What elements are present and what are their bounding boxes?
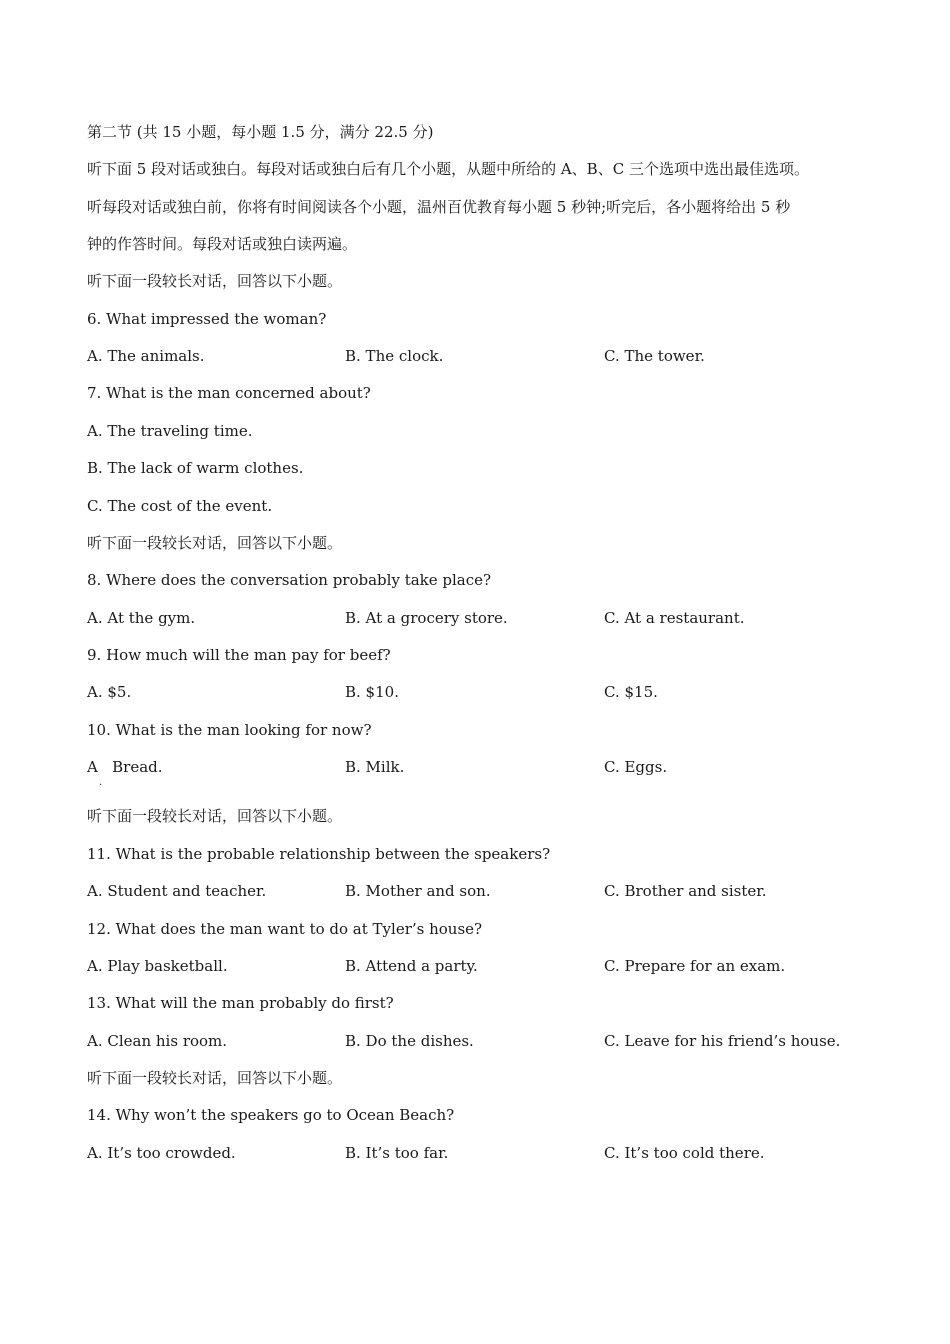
question-13-stem: 13. What will the man probably do first?	[87, 994, 394, 1012]
question-6-stem: 6. What impressed the woman?	[87, 310, 327, 328]
dialogue-prompt: 听下面一段较长对话，回答以下小题。	[87, 272, 343, 290]
question-8-option-b: B. At a grocery store.	[345, 609, 508, 627]
question-12-option-b: B. Attend a party.	[345, 957, 478, 975]
question-11-option-c: C. Brother and sister.	[604, 882, 767, 900]
instructions-line-3: 钟的作答时间。每段对话或独白读两遍。	[87, 235, 358, 253]
question-10-option-a: A Bread.	[87, 758, 163, 776]
question-14-option-a: A. It’s too crowded.	[87, 1144, 236, 1162]
option-a-dot-mark: .	[99, 777, 103, 788]
question-11-stem: 11. What is the probable relationship between the speakers?	[87, 845, 551, 863]
dialogue-prompt: 听下面一段较长对话，回答以下小题。	[87, 534, 343, 552]
question-13-option-a: A. Clean his room.	[87, 1032, 228, 1050]
question-12-options	[87, 956, 907, 976]
question-6-option-b: B. The clock.	[345, 347, 444, 365]
question-11-option-a: A. Student and teacher.	[87, 882, 267, 900]
question-6-option-c: C. The tower.	[604, 347, 705, 365]
question-9-option-a: A. $5.	[87, 683, 132, 701]
question-14-option-b: B. It’s too far.	[345, 1144, 449, 1162]
question-8-options	[87, 608, 907, 628]
question-9-options	[87, 682, 907, 702]
question-7-option-c: C. The cost of the event.	[87, 497, 273, 515]
question-10-option-b: B. Milk.	[345, 758, 405, 776]
instructions-line-2: 听每段对话或独白前，你将有时间阅读各个小题，温州百优教育每小题 5 秒钟;听完后，各小题将给出 5 秒	[87, 198, 791, 216]
question-6-options	[87, 346, 907, 366]
question-13-options	[87, 1031, 907, 1051]
instructions-line-1: 听下面 5 段对话或独白。每段对话或独白后有几个小题，从题中所给的 A、B、C 三个选项中选出最佳选项。	[87, 160, 809, 178]
question-8-stem: 8. Where does the conversation probably take place?	[87, 571, 492, 589]
question-14-options	[87, 1143, 907, 1163]
question-10-option-c: C. Eggs.	[604, 758, 668, 776]
question-13-option-b: B. Do the dishes.	[345, 1032, 474, 1050]
question-7-option-a: A. The traveling time.	[87, 422, 253, 440]
question-13-option-c: C. Leave for his friend’s house.	[604, 1032, 841, 1050]
question-8-option-a: A. At the gym.	[87, 609, 196, 627]
question-14-stem: 14. Why won’t the speakers go to Ocean Beach?	[87, 1106, 455, 1124]
question-7-option-b: B. The lack of warm clothes.	[87, 459, 304, 477]
question-9-option-c: C. $15.	[604, 683, 658, 701]
question-12-stem: 12. What does the man want to do at Tyler’s house?	[87, 920, 483, 938]
question-14-option-c: C. It’s too cold there.	[604, 1144, 765, 1162]
question-11-options	[87, 881, 907, 901]
question-10-stem: 10. What is the man looking for now?	[87, 721, 372, 739]
question-11-option-b: B. Mother and son.	[345, 882, 491, 900]
question-9-option-b: B. $10.	[345, 683, 399, 701]
dialogue-prompt: 听下面一段较长对话，回答以下小题。	[87, 1069, 343, 1087]
dialogue-prompt: 听下面一段较长对话，回答以下小题。	[87, 807, 343, 825]
question-8-option-c: C. At a restaurant.	[604, 609, 745, 627]
question-12-option-c: C. Prepare for an exam.	[604, 957, 786, 975]
question-10-options	[87, 757, 907, 777]
section-header: 第二节 (共 15 小题，每小题 1.5 分，满分 22.5 分)	[87, 123, 434, 141]
question-7-stem: 7. What is the man concerned about?	[87, 384, 371, 402]
question-12-option-a: A. Play basketball.	[87, 957, 228, 975]
question-9-stem: 9. How much will the man pay for beef?	[87, 646, 391, 664]
question-6-option-a: A. The animals.	[87, 347, 205, 365]
